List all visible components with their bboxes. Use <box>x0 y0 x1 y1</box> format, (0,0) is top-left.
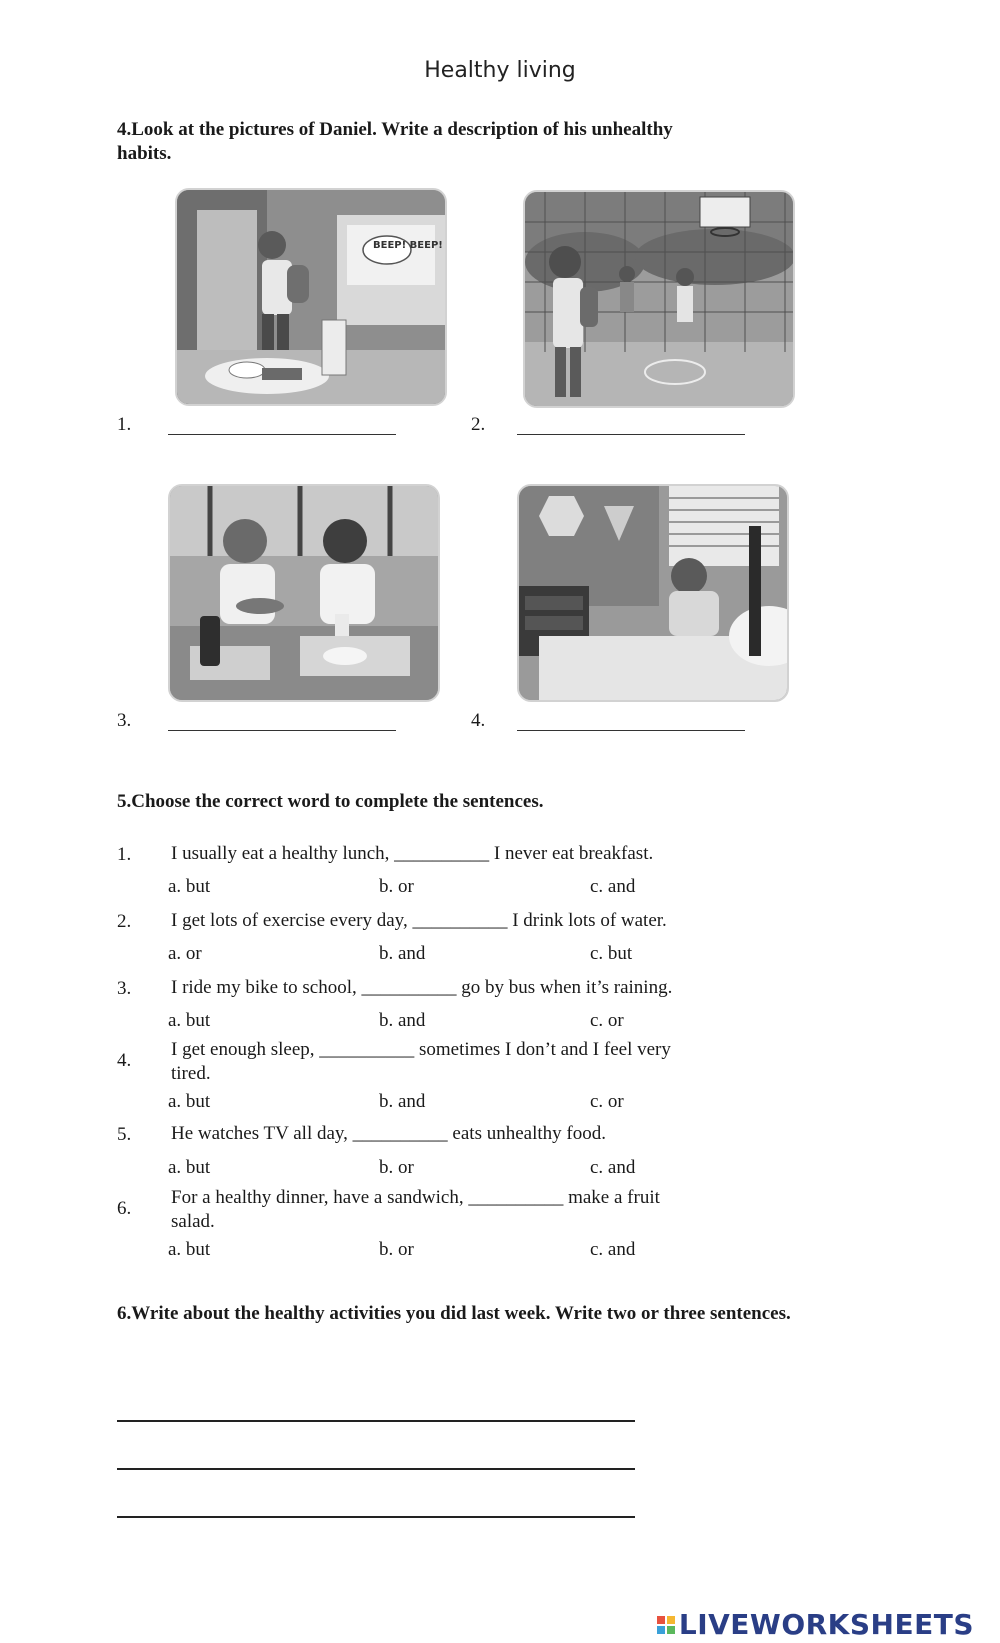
question-4-text: I get enough sleep, __________ sometimes I don’t and I feel very tired. <box>171 1039 671 1084</box>
liveworksheets-logo <box>657 1608 974 1641</box>
picture-2 <box>523 190 795 408</box>
question-2-option-c[interactable]: c. but <box>590 943 633 964</box>
question-6-option-a[interactable]: a. but <box>168 1239 211 1260</box>
question-5-number: 5. <box>117 1124 132 1145</box>
logo-square-icon <box>667 1626 675 1634</box>
question-4-number: 4. <box>117 1050 132 1071</box>
answer-number-4: 4. <box>471 710 486 731</box>
question-6-text: For a healthy dinner, have a sandwich, __________ make a fruit salad. <box>171 1187 660 1232</box>
question-4-option-c[interactable]: c. or <box>590 1091 624 1112</box>
boys-eating-lunch-soda-illustration <box>170 486 438 700</box>
section-6-heading: 6.Write about the healthy activities you did last week. Write two or three sentences. <box>117 1303 791 1324</box>
section-4-heading: 4.Look at the pictures of Daniel. Write a description of his unhealthy habits. <box>117 119 673 164</box>
question-5-option-c[interactable]: c. and <box>590 1157 636 1178</box>
boy-walking-basketball-court-illustration <box>525 192 793 406</box>
writing-line-2[interactable] <box>117 1468 635 1470</box>
page-title: Healthy living <box>424 58 576 83</box>
question-6-option-b[interactable]: b. or <box>379 1239 414 1260</box>
answer-number-1: 1. <box>117 414 132 435</box>
question-1-text: I usually eat a healthy lunch, __________ I never eat breakfast. <box>171 843 654 864</box>
question-6-option-c[interactable]: c. and <box>590 1239 636 1260</box>
question-4-option-a[interactable]: a. but <box>168 1091 211 1112</box>
question-6-number: 6. <box>117 1198 132 1219</box>
logo-grid-icon <box>657 1616 675 1634</box>
answer-blank-2[interactable] <box>517 434 745 435</box>
question-5-option-b[interactable]: b. or <box>379 1157 414 1178</box>
answer-number-2: 2. <box>471 414 486 435</box>
question-5-text: He watches TV all day, __________ eats unhealthy food. <box>171 1123 606 1144</box>
question-3-option-b[interactable]: b. and <box>379 1010 426 1031</box>
picture-1 <box>175 188 447 406</box>
logo-square-icon <box>657 1626 665 1634</box>
writing-line-1[interactable] <box>117 1420 635 1422</box>
question-4-option-b[interactable]: b. and <box>379 1091 426 1112</box>
question-2-number: 2. <box>117 911 132 932</box>
question-2-text: I get lots of exercise every day, __________ I drink lots of water. <box>171 910 667 931</box>
logo-square-icon <box>667 1616 675 1624</box>
answer-blank-3[interactable] <box>168 730 396 731</box>
question-1-option-c[interactable]: c. and <box>590 876 636 897</box>
picture-4 <box>517 484 789 702</box>
tired-boy-in-bed-illustration <box>519 486 787 700</box>
boy-leaving-breakfast-illustration <box>177 190 445 404</box>
answer-blank-4[interactable] <box>517 730 745 731</box>
question-3-text: I ride my bike to school, __________ go by bus when it’s raining. <box>171 977 673 998</box>
answer-number-3: 3. <box>117 710 132 731</box>
section-5-heading: 5.Choose the correct word to complete the sentences. <box>117 791 544 812</box>
question-5-option-a[interactable]: a. but <box>168 1157 211 1178</box>
writing-line-3[interactable] <box>117 1516 635 1518</box>
answer-blank-1[interactable] <box>168 434 396 435</box>
question-2-option-a[interactable]: a. or <box>168 943 202 964</box>
question-1-number: 1. <box>117 844 132 865</box>
logo-square-icon <box>657 1616 665 1624</box>
question-3-option-a[interactable]: a. but <box>168 1010 211 1031</box>
beep-text: BEEP! BEEP! <box>373 240 443 251</box>
question-1-option-a[interactable]: a. but <box>168 876 211 897</box>
brand-name: LIVEWORKSHEETS <box>678 1608 974 1641</box>
question-2-option-b[interactable]: b. and <box>379 943 426 964</box>
question-3-number: 3. <box>117 978 132 999</box>
question-3-option-c[interactable]: c. or <box>590 1010 624 1031</box>
picture-3 <box>168 484 440 702</box>
question-1-option-b[interactable]: b. or <box>379 876 414 897</box>
